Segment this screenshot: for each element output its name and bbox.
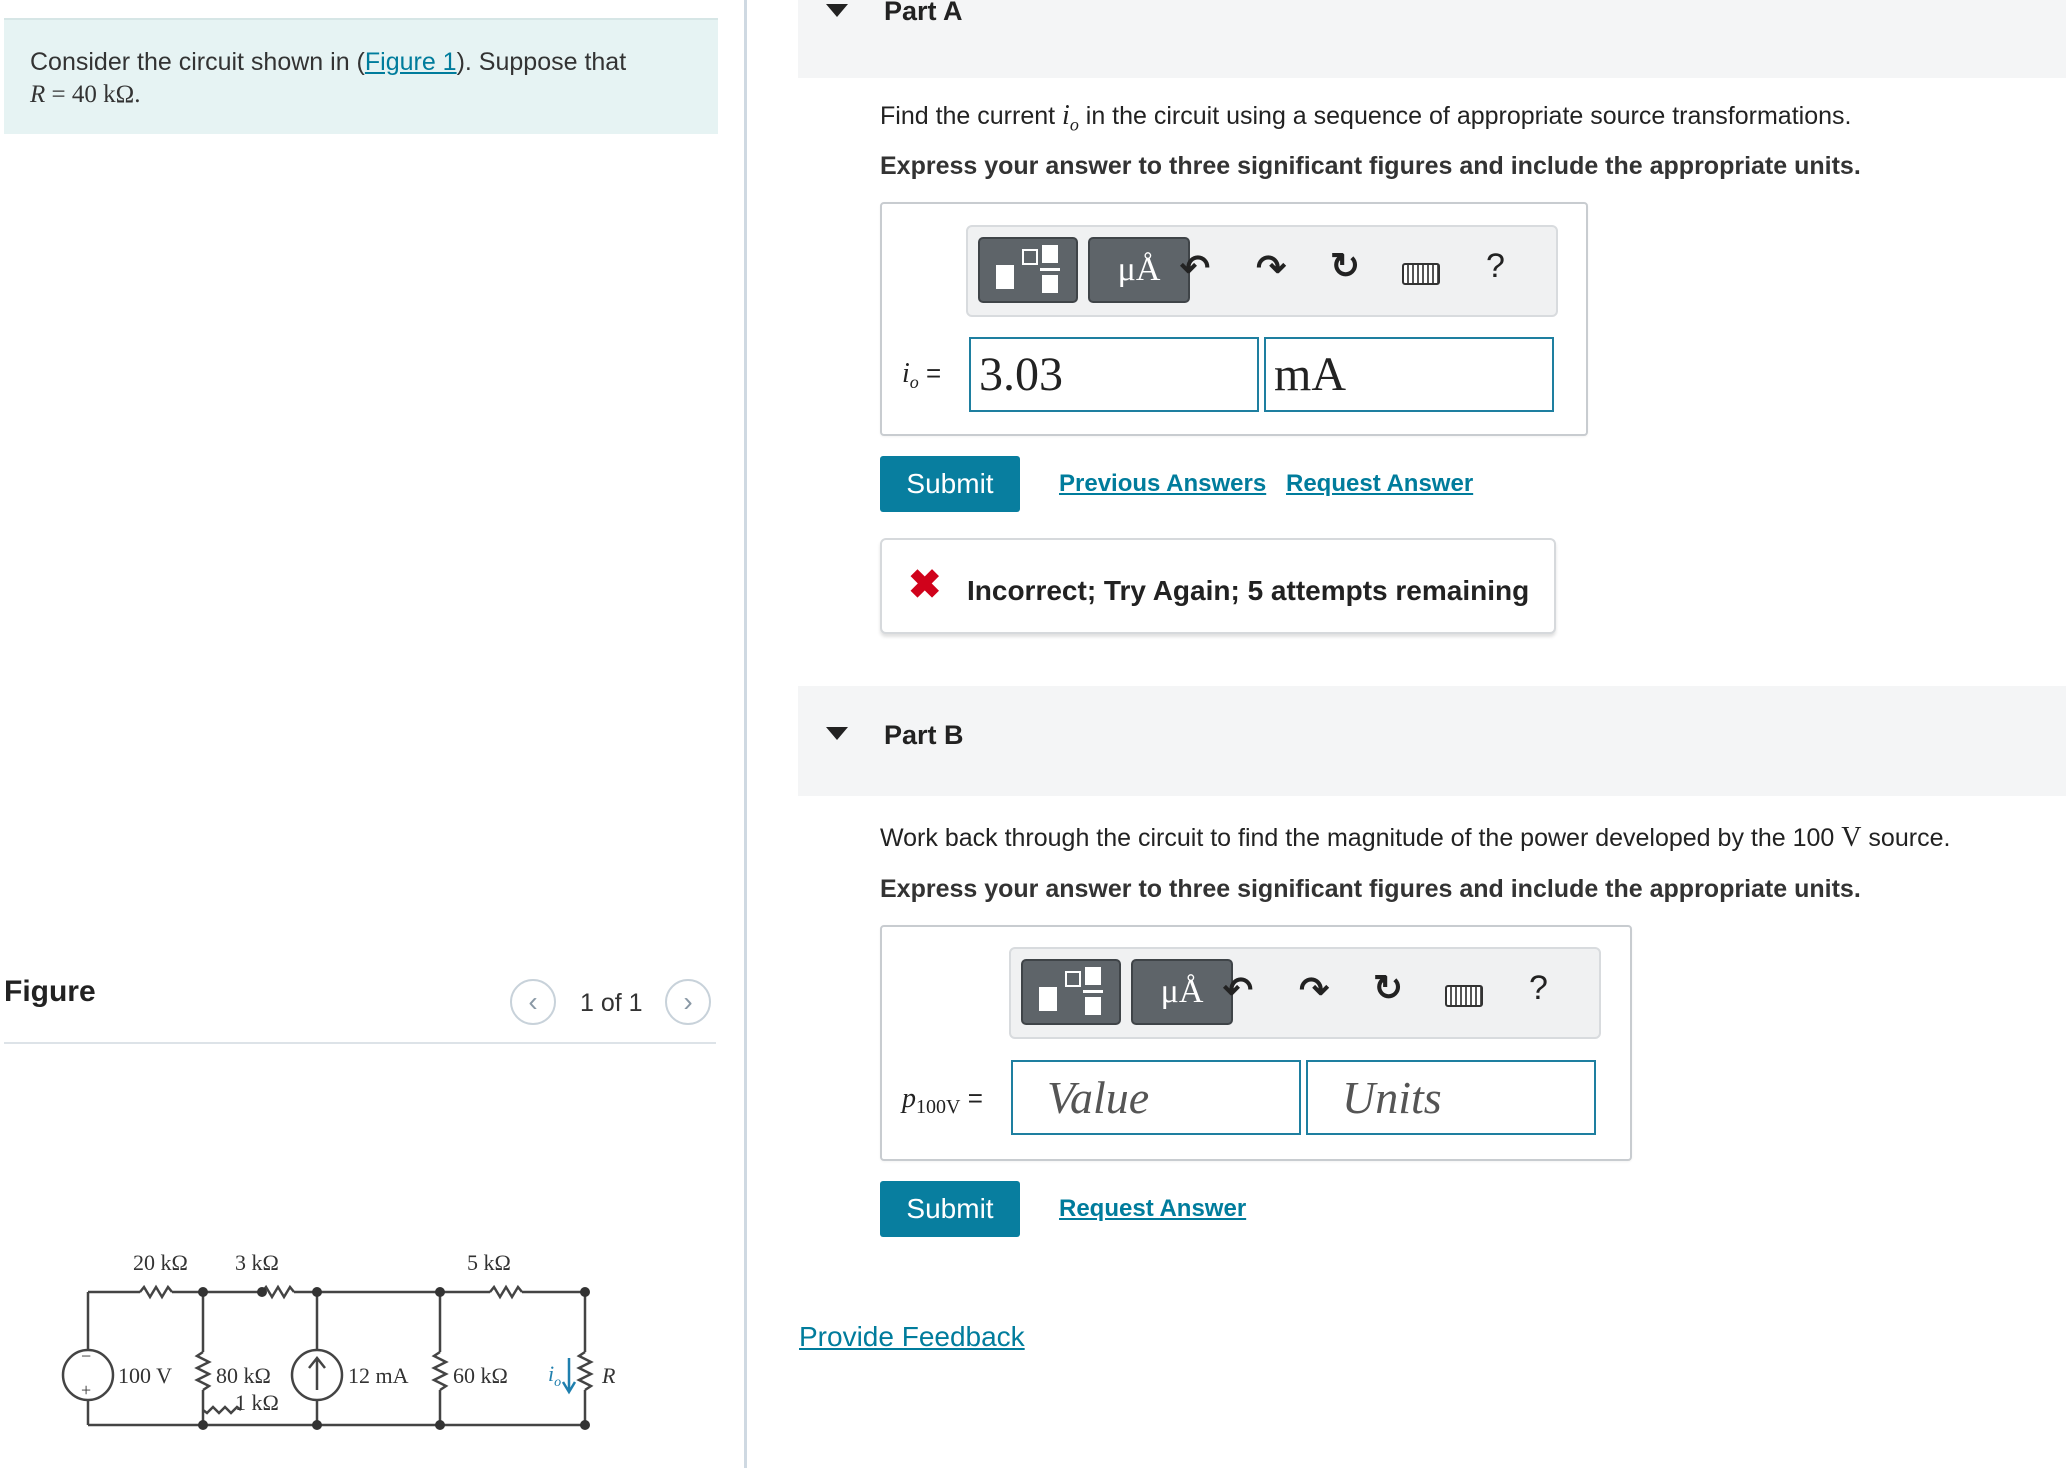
part-a-toolbar [966,225,1558,317]
reset-icon[interactable]: ↻ [1330,245,1361,286]
previous-answers-link[interactable]: Previous Answers [1059,470,1267,497]
reset-icon[interactable]: ↻ [1373,967,1404,1008]
chevron-left-icon: ‹ [528,986,538,1017]
part-a-value-input[interactable]: 3.03 [969,337,1259,412]
template-block-icon [1039,987,1057,1011]
template-denominator-icon [1042,275,1058,293]
keyboard-icon[interactable] [1445,985,1483,1007]
undo-icon[interactable]: ↶ [1223,969,1254,1010]
template-numerator-icon [1085,967,1101,985]
part-b-submit-button[interactable]: Submit [880,1181,1020,1237]
next-figure-button[interactable] [665,979,711,1025]
part-a-question: Find the current $i_o$ in the circuit using a sequence of appropriate source transformations. [880,100,1852,135]
part-a-header[interactable] [798,0,2066,78]
collapse-triangle-icon[interactable] [826,727,848,740]
part-b-header[interactable] [798,686,2066,796]
part-a-units-input[interactable]: mA [1264,337,1554,412]
part-b-question: Work back through the circuit to find the magnitude of the power developed by the 100 V source. [880,822,1951,853]
label-plus: + [81,1380,92,1400]
previous-figure-button[interactable] [510,979,556,1025]
chevron-right-icon: › [683,986,693,1017]
part-b-title: Part B [884,720,964,750]
label-minus: − [81,1346,92,1366]
template-block-icon [996,265,1014,289]
label-3k: 3 kΩ [235,1250,279,1275]
templates-button[interactable] [978,237,1078,303]
templates-button[interactable] [1021,959,1121,1025]
redo-icon[interactable]: ↷ [1299,969,1330,1010]
r-variable: R [30,81,46,108]
label-100v: 100 V [118,1363,172,1388]
figure-counter: 1 of 1 [580,989,643,1017]
circuit-diagram [55,1240,635,1440]
label-12ma: 12 mA [348,1363,409,1388]
problem-intro-text: Consider the circuit shown in ( [30,48,365,76]
r-value-text: = 40 kΩ. [45,81,141,108]
feedback-message: Incorrect; Try Again; 5 attempts remaining [967,575,1530,606]
part-a-request-answer-link[interactable]: Request Answer [1286,470,1474,497]
r-value [30,81,140,108]
label-20k: 20 kΩ [133,1250,188,1275]
redo-icon[interactable]: ↷ [1256,247,1287,288]
part-b-units-input[interactable]: Units [1306,1060,1596,1135]
column-divider[interactable] [744,0,747,1468]
label-1k: 1 kΩ [235,1390,279,1415]
part-a-title: Part A [884,0,963,26]
template-numerator-icon [1042,245,1058,263]
part-b-variable-label: $p_{100V}$ = [902,1083,983,1119]
part-b-instruction: Express your answer to three significant figures and include the appropriate units. [880,875,1861,903]
figure-1-link[interactable]: Figure 1 [364,48,457,76]
template-fraction-bar-icon [1083,990,1103,993]
label-io: $i_o$ [548,1361,562,1390]
part-b-request-answer-link[interactable]: Request Answer [1059,1195,1247,1222]
part-a-variable-label: $i_o$ = [902,358,942,393]
units-button[interactable]: μÅ [1131,959,1233,1025]
help-icon[interactable]: ? [1529,969,1548,1007]
part-a-submit-button[interactable]: Submit [880,456,1020,512]
units-button[interactable]: μÅ [1088,237,1190,303]
part-a-instruction: Express your answer to three significant figures and include the appropriate units. [880,152,1861,180]
undo-icon[interactable]: ↶ [1180,247,1211,288]
problem-suffix-text: ). Suppose that [456,48,627,76]
figure-heading: Figure [4,975,96,1008]
template-denominator-icon [1085,997,1101,1015]
template-box-icon [1065,971,1081,987]
label-80k: 80 kΩ [216,1363,271,1388]
part-b-toolbar [1009,947,1601,1039]
figure-divider [4,1042,716,1044]
incorrect-x-icon: ✖ [908,563,942,607]
label-60k: 60 kΩ [453,1363,508,1388]
template-fraction-bar-icon [1040,268,1060,271]
template-box-icon [1022,249,1038,265]
label-5k: 5 kΩ [467,1250,511,1275]
problem-statement [30,46,626,111]
collapse-triangle-icon[interactable] [826,4,848,17]
keyboard-icon[interactable] [1402,263,1440,285]
help-icon[interactable]: ? [1486,247,1505,285]
label-r: R [602,1363,616,1388]
provide-feedback-link[interactable]: Provide Feedback [799,1321,1025,1352]
part-b-value-input[interactable]: Value [1011,1060,1301,1135]
